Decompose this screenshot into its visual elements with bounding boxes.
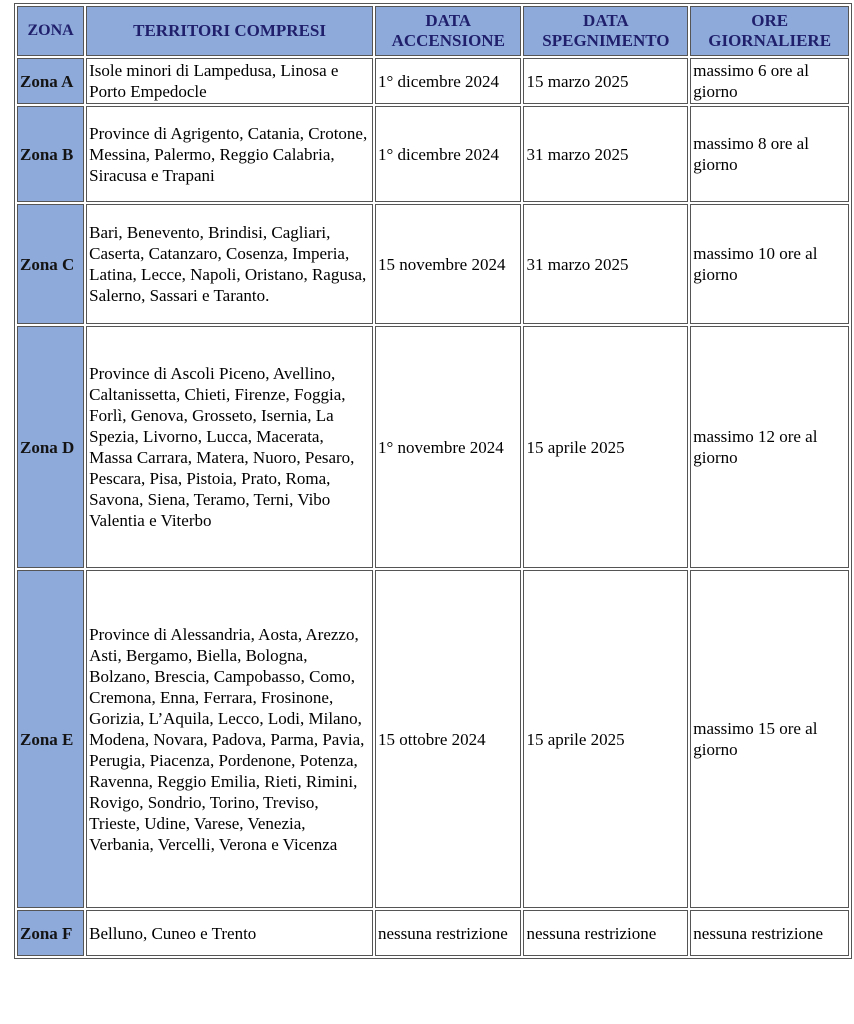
spegnimento-cell: 31 marzo 2025 (523, 204, 688, 324)
territori-cell: Bari, Benevento, Brindisi, Cagliari, Caserta, Catanzaro, Cosenza, Imperia, Latina, Lecce, Napoli, Oristano, Ragusa, Salerno, Sassari e Taranto. (86, 204, 373, 324)
spegnimento-cell: 31 marzo 2025 (523, 106, 688, 202)
accensione-cell: nessuna restrizione (375, 910, 521, 956)
heating-schedule-table (14, 3, 852, 959)
spegnimento-cell: nessuna restrizione (523, 910, 688, 956)
header-row (17, 6, 849, 56)
ore-cell: massimo 15 ore al giorno (690, 570, 849, 908)
territori-cell: Province di Ascoli Piceno, Avellino, Caltanissetta, Chieti, Firenze, Foggia, Forlì, Genova, Grosseto, Isernia, La Spezia, Livorno, Lucca, Macerata, Massa Carrara, Matera, Nuoro, Pesaro, Pescara, Pisa, Pistoia, Prato, Roma, Savona, Siena, Teramo, Terni, Vibo Valentia e Viterbo (86, 326, 373, 568)
header-territori: TERRITORI COMPRESI (86, 6, 373, 56)
territori-cell: Isole minori di Lampedusa, Linosa e Porto Empedocle (86, 58, 373, 104)
table-row (17, 326, 849, 568)
zona-cell: Zona F (17, 910, 84, 956)
territori-cell: Province di Agrigento, Catania, Crotone, Messina, Palermo, Reggio Calabria, Siracusa e Trapani (86, 106, 373, 202)
table-row (17, 910, 849, 956)
zona-cell: Zona A (17, 58, 84, 104)
territori-cell: Belluno, Cuneo e Trento (86, 910, 373, 956)
header-zona: ZONA (17, 6, 84, 56)
table-row (17, 570, 849, 908)
ore-cell: massimo 6 ore al giorno (690, 58, 849, 104)
heating-schedule-container (14, 3, 852, 959)
zona-cell: Zona B (17, 106, 84, 202)
accensione-cell: 1° dicembre 2024 (375, 58, 521, 104)
accensione-cell: 1° dicembre 2024 (375, 106, 521, 202)
spegnimento-cell: 15 marzo 2025 (523, 58, 688, 104)
header-spegnimento: DATA SPEGNIMENTO (523, 6, 688, 56)
ore-cell: massimo 10 ore al giorno (690, 204, 849, 324)
ore-cell: nessuna restrizione (690, 910, 849, 956)
ore-cell: massimo 8 ore al giorno (690, 106, 849, 202)
accensione-cell: 15 novembre 2024 (375, 204, 521, 324)
table-row (17, 204, 849, 324)
table-row (17, 58, 849, 104)
spegnimento-cell: 15 aprile 2025 (523, 570, 688, 908)
table-row (17, 106, 849, 202)
header-accensione: DATA ACCENSIONE (375, 6, 521, 56)
territori-cell: Province di Alessandria, Aosta, Arezzo, Asti, Bergamo, Biella, Bologna, Bolzano, Brescia, Campobasso, Como, Cremona, Enna, Ferrara, Frosinone, Gorizia, L’Aquila, Lecco, Lodi, Milano, Modena, Novara, Padova, Parma, Pavia, Perugia, Piacenza, Pordenone, Potenza, Ravenna, Reggio Emilia, Rieti, Rimini, Rovigo, Sondrio, Torino, Treviso, Trieste, Udine, Varese, Venezia, Verbania, Vercelli, Verona e Vicenza (86, 570, 373, 908)
accensione-cell: 15 ottobre 2024 (375, 570, 521, 908)
zona-cell: Zona D (17, 326, 84, 568)
accensione-cell: 1° novembre 2024 (375, 326, 521, 568)
header-ore: ORE GIORNALIERE (690, 6, 849, 56)
ore-cell: massimo 12 ore al giorno (690, 326, 849, 568)
spegnimento-cell: 15 aprile 2025 (523, 326, 688, 568)
zona-cell: Zona E (17, 570, 84, 908)
zona-cell: Zona C (17, 204, 84, 324)
